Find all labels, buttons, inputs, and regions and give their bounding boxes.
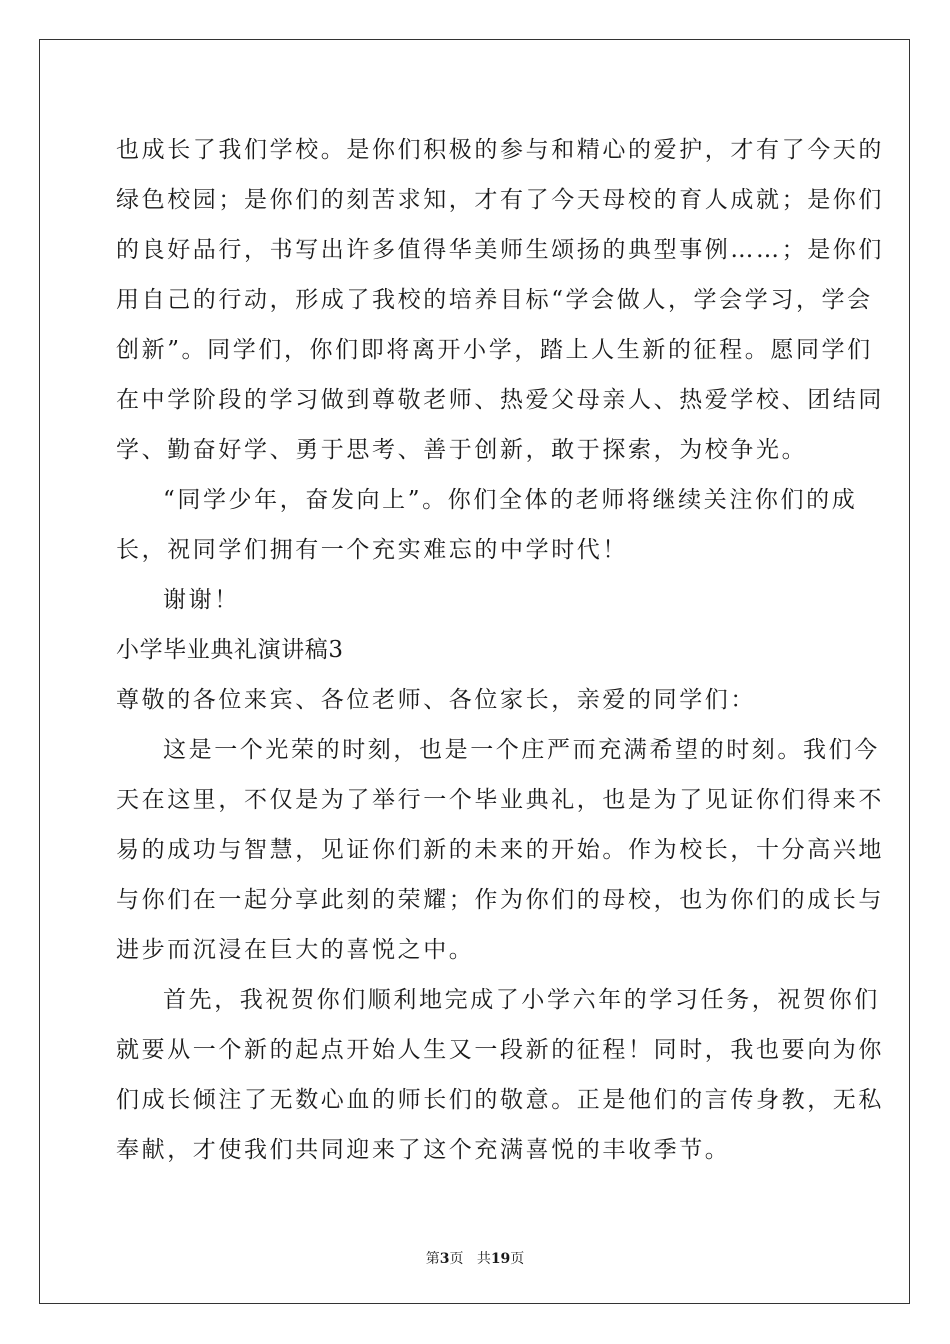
total-unit: 页 [510,1251,525,1267]
text-line: 奉献，才使我们共同迎来了这个充满喜悦的丰收季节。 [116,1137,731,1163]
page-unit: 页 [449,1251,464,1267]
text-line: 也成长了我们学校。是你们积极的参与和精心的爱护，才有了今天的 [116,137,884,163]
text-line: 首先，我祝贺你们顺利地完成了小学六年的学习任务，祝贺你们 [163,987,880,1013]
page-footer [0,1248,950,1268]
page-current: 3 [439,1251,450,1267]
text-line: 易的成功与智慧，见证你们新的未来的开始。作为校长，十分高兴地 [116,837,884,863]
text-line: 用自己的行动，形成了我校的培养目标“学会做人，学会学习，学会 [116,287,873,313]
text-line: 绿色校园；是你们的刻苦求知，才有了今天母校的育人成就；是你们 [116,187,884,213]
text-line: 与你们在一起分享此刻的荣耀；作为你们的母校，也为你们的成长与 [116,887,884,913]
salutation: 尊敬的各位来宾、各位老师、各位家长，亲爱的同学们： [116,687,756,713]
total-prefix: 共 [476,1251,491,1267]
text-line: 就要从一个新的起点开始人生又一段新的征程！同时，我也要向为你 [116,1037,884,1063]
text-line: 学、勤奋好学、勇于思考、善于创新，敢于探索，为校争光。 [116,437,808,463]
text-line: 进步而沉浸在巨大的喜悦之中。 [116,937,475,963]
text-line: 创新”。同学们，你们即将离开小学，踏上人生新的征程。愿同学们 [116,337,873,363]
section-title: 小学毕业典礼演讲稿3 [116,637,344,663]
page-total: 19 [490,1251,511,1267]
text-line: 这是一个光荣的时刻，也是一个庄严而充满希望的时刻。我们今 [163,737,880,763]
text-line: 的良好品行，书写出许多值得华美师生颂扬的典型事例……；是你们 [116,237,884,263]
text-line: 长，祝同学们拥有一个充实难忘的中学时代！ [116,537,628,563]
text-line: 天在这里，不仅是为了举行一个毕业典礼，也是为了见证你们得来不 [116,787,884,813]
text-line: 谢谢！ [163,587,240,613]
page-prefix: 第 [425,1251,440,1267]
text-line: 们成长倾注了无数心血的师长们的敬意。正是他们的言传身教，无私 [116,1087,884,1113]
text-line: 在中学阶段的学习做到尊敬老师、热爱父母亲人、热爱学校、团结同 [116,387,884,413]
text-line: “同学少年，奋发向上”。你们全体的老师将继续关注你们的成 [163,487,858,513]
